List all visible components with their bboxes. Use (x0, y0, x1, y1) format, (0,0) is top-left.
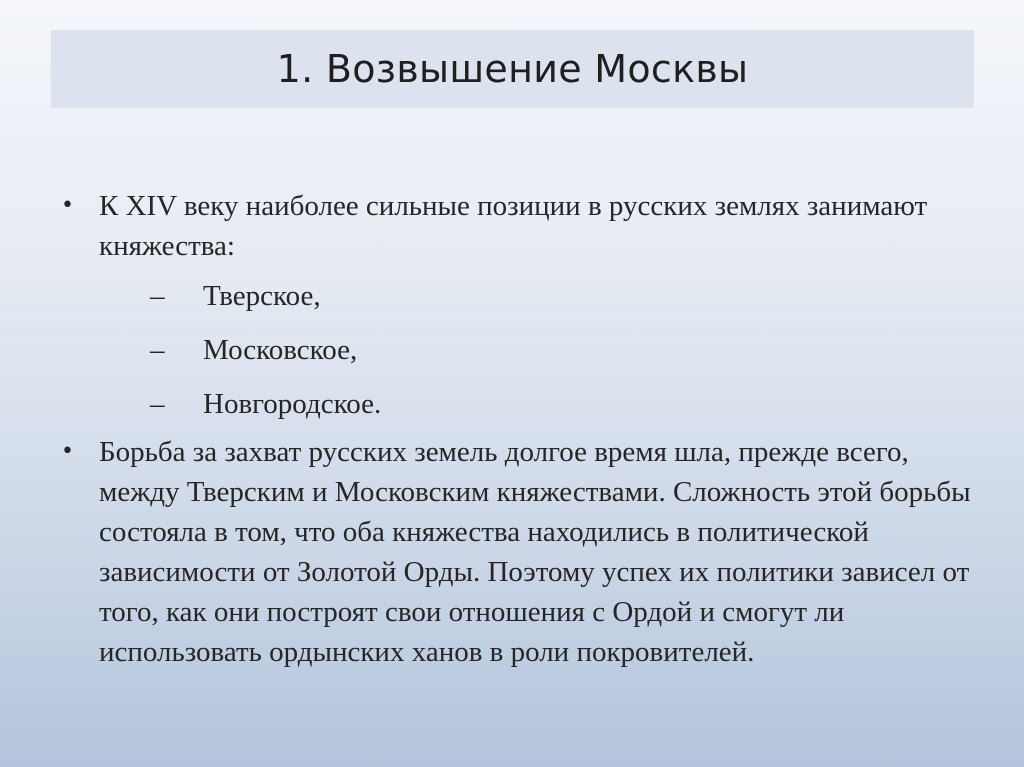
sub-list (99, 276, 974, 424)
bullet-item (51, 432, 974, 672)
sub-item-text: Тверское, (203, 280, 321, 312)
sub-item-text: Новгородское. (203, 388, 382, 420)
sub-item (99, 276, 974, 316)
bullet-item (51, 186, 974, 424)
sub-item (99, 384, 974, 424)
bullet-glyph: • (61, 439, 74, 464)
bullet-text: К XIV веку наиболее сильные позиции в русских землях занимают княжества: (99, 190, 928, 262)
dash-glyph: – (150, 388, 165, 420)
title-bar (51, 30, 974, 108)
dash-glyph: – (150, 334, 165, 366)
bullet-glyph: • (61, 193, 74, 218)
slide-title: 1. Возвышение Москвы (276, 47, 749, 91)
dash-glyph: – (150, 280, 165, 312)
sub-item (99, 330, 974, 370)
sub-item-text: Московское, (203, 334, 358, 366)
slide-content (51, 186, 974, 672)
bullet-text: Борьба за захват русских земель долгое время шла, прежде всего, между Тверским и Московским княжествами. Сложность этой борьбы состояла в том, что оба княжества находились в политической зависимости от Золотой Орды. Поэтому успех их политики зависел от того, как они построят свои отношения с Ордой и смогут ли использовать ордынских ханов в роли покровителей. (99, 436, 971, 668)
